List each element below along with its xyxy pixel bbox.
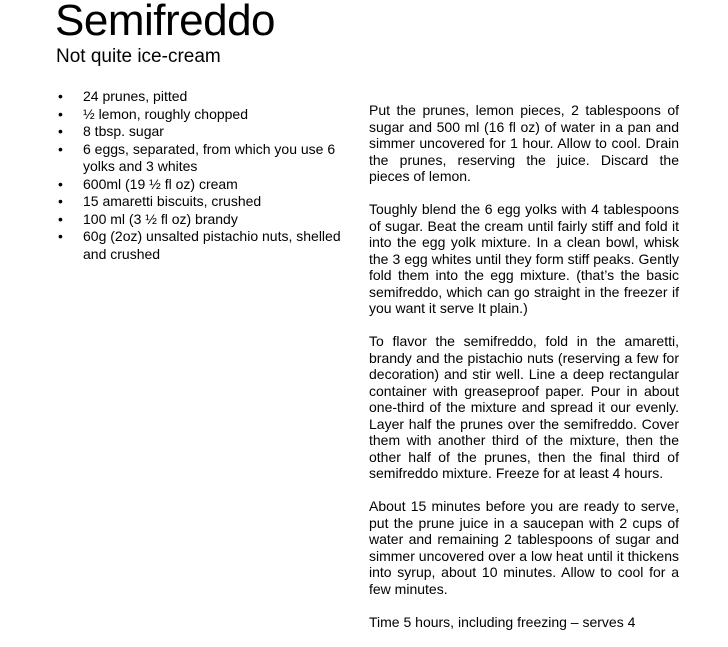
ingredient-item: • 15 amaretti biscuits, crushed [56, 193, 341, 211]
ingredient-item: • 100 ml (3 ½ fl oz) brandy [56, 211, 341, 229]
recipe-title: Semifreddo [55, 0, 276, 45]
ingredient-item: • ½ lemon, roughly chopped [56, 106, 341, 124]
method-section [369, 102, 679, 647]
recipe-subtitle: Not quite ice-cream [56, 46, 221, 67]
method-paragraph: About 15 minutes before you are ready to serve, put the prune juice in a saucepan with 2 cups of water and remaining 2 tablespoons of sugar and simmer uncovered over a low heat until it thickens into syrup, about 10 minutes. Allow to cool for a few minutes. [369, 498, 679, 597]
method-paragraph: Put the prunes, lemon pieces, 2 tablespoons of sugar and 500 ml (16 fl oz) of water in a pan and simmer uncovered for 1 hour. Allow to cool. Drain the prunes, reserving the juice. Discard the pieces of lemon. [369, 102, 679, 184]
method-paragraph: To flavor the semifreddo, fold in the amaretti, brandy and the pistachio nuts (reserving a few for decoration) and stir well. Line a deep rectangular container with greaseproof paper. Pour in about one-third of the mixture and spread it our evenly. Layer half the prunes over the semifreddo. Cover them with another third of the mixture, then the other half of the prunes, then the final third of semifreddo mixture. Freeze for at least 4 hours. [369, 333, 679, 481]
time-note: Time 5 hours, including freezing – serves 4 [369, 613, 636, 630]
ingredient-list [56, 88, 341, 263]
ingredient-item: • 24 prunes, pitted [56, 88, 341, 106]
ingredient-item: • 8 tbsp. sugar [56, 123, 341, 141]
ingredient-item: • 6 eggs, separated, from which you use 6 yolks and 3 whites [56, 141, 341, 176]
method-paragraph: Toughly blend the 6 egg yolks with 4 tablespoons of sugar. Beat the cream until fairly stiff and fold it into the egg yolk mixture. In a clean bowl, whisk the 3 egg whites until they form stiff peaks. Gently fold them into the egg mixture. (that’s the basic semifreddo, which can go straight in the freezer if you want it serve It plain.) [369, 201, 679, 316]
ingredient-item: • 600ml (19 ½ fl oz) cream [56, 176, 341, 194]
ingredient-item: • 60g (2oz) unsalted pistachio nuts, shelled and crushed [56, 228, 341, 263]
